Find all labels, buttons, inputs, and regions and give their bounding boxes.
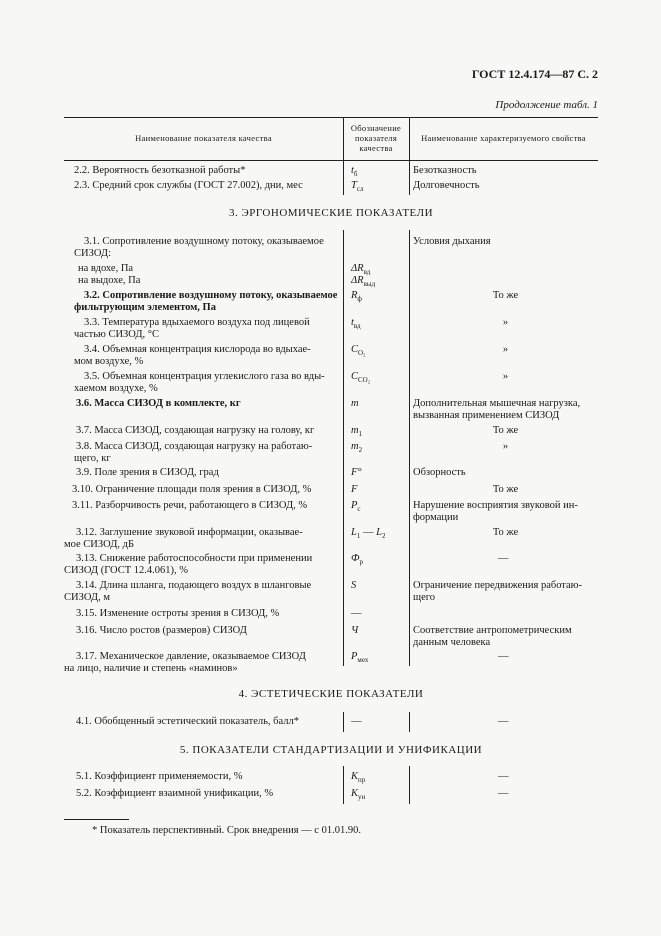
row-name: 2.2. Вероятность безотказной работы* bbox=[74, 165, 246, 176]
col-divider-3a bbox=[343, 230, 344, 666]
row-property: » bbox=[502, 371, 509, 382]
row-symbol: $C_{O_2}$ bbox=[351, 344, 366, 358]
table-top-rule bbox=[64, 117, 598, 118]
row-name-cont: фильтрующим элементом, Па bbox=[74, 302, 216, 313]
row-property: Безотказность bbox=[413, 165, 477, 176]
row-name-cont: СИЗОД (ГОСТ 12.4.061), % bbox=[64, 565, 188, 576]
row-property-line-2: щего bbox=[413, 592, 436, 603]
row-symbol: $m_2$ bbox=[351, 441, 363, 455]
row-symbol: $L_1$ — $L_2$ bbox=[351, 527, 386, 541]
row-name-cont: хаемом воздухе, % bbox=[74, 383, 158, 394]
row-name: 3.10. Ограничение площади поля зрения в СИЗОД, % bbox=[72, 484, 312, 495]
row-property: » bbox=[502, 441, 509, 452]
row-property: — bbox=[498, 771, 509, 782]
row-symbol: $K_{ун}$ bbox=[351, 788, 366, 802]
row-name: 3.3. Температура вдыхаемого воздуха под лицевой bbox=[84, 317, 310, 328]
row-symbol: — bbox=[351, 716, 362, 727]
row-name: 5.2. Коэффициент взаимной унификации, % bbox=[76, 788, 274, 799]
row-name: 3.6. Масса СИЗОД в комплекте, кг bbox=[76, 398, 241, 409]
row-name: 3.14. Длина шланга, подающего воздух в шланговые bbox=[76, 580, 312, 591]
row-symbol: m bbox=[351, 398, 359, 409]
row-property bbox=[413, 580, 598, 604]
row-name-cont: СИЗОД: bbox=[74, 248, 111, 259]
row-property: — bbox=[498, 788, 509, 799]
row-name: 3.12. Заглушение звуковой информации, оказывае- bbox=[76, 527, 303, 538]
row-symbol: $R_ф$ bbox=[351, 290, 362, 304]
row-symbol: F bbox=[351, 484, 358, 495]
col-header-property: Наименование характеризуемого свойства bbox=[421, 133, 586, 143]
row-property: Условия дыхания bbox=[413, 236, 491, 247]
row-name-cont: щего, кг bbox=[74, 453, 111, 464]
row-name: на вдохе, Па bbox=[78, 263, 134, 274]
col-header-designation-l3: качества bbox=[359, 143, 393, 153]
row-name: 2.3. Средний срок службы (ГОСТ 27.002), дни, мес bbox=[74, 180, 303, 191]
row-name-cont: мое СИЗОД, дБ bbox=[64, 539, 134, 550]
row-symbol: S bbox=[351, 580, 357, 591]
row-property: — bbox=[498, 716, 509, 727]
footnote: * Показатель перспективный. Срок внедрения — с 01.01.90. bbox=[92, 825, 361, 836]
row-property: То же bbox=[492, 484, 519, 495]
row-name: 3.17. Механическое давление, оказываемое СИЗОД bbox=[76, 651, 306, 662]
row-name: на выдохе, Па bbox=[78, 275, 141, 286]
row-name: 5.1. Коэффициент применяемости, % bbox=[76, 771, 243, 782]
row-symbol: $K_{пр}$ bbox=[351, 771, 366, 785]
col-header-designation bbox=[343, 123, 409, 153]
row-name-cont: частью СИЗОД, °С bbox=[74, 329, 159, 340]
row-name-cont: СИЗОД, м bbox=[64, 592, 110, 603]
col-divider-top-a bbox=[343, 160, 344, 195]
section-title-5: 5. ПОКАЗАТЕЛИ СТАНДАРТИЗАЦИИ И УНИФИКАЦИИ bbox=[179, 744, 483, 756]
row-symbol: Ч bbox=[351, 625, 359, 636]
row-symbol: $t_б$ bbox=[351, 165, 358, 179]
row-property-line-2: данным человека bbox=[413, 637, 491, 648]
row-symbol: — bbox=[351, 608, 362, 619]
table-continuation: Продолжение табл. 1 bbox=[495, 99, 598, 111]
footnote-rule bbox=[64, 819, 129, 820]
row-property: Обзорность bbox=[413, 467, 466, 478]
row-name: 3.8. Масса СИЗОД, создающая нагрузку на работаю- bbox=[76, 441, 313, 452]
row-name: 3.13. Снижение работоспособности при применении bbox=[76, 553, 313, 564]
row-symbol: $T_{сл}$ bbox=[351, 180, 364, 194]
row-name-cont: мом воздухе, % bbox=[74, 356, 144, 367]
row-name: 3.4. Объемная концентрация кислорода во вдыхае- bbox=[84, 344, 311, 355]
row-property: Долговечность bbox=[413, 180, 480, 191]
row-property: То же bbox=[492, 527, 519, 538]
row-property bbox=[413, 500, 598, 524]
row-name: 3.7. Масса СИЗОД, создающая нагрузку на голову, кг bbox=[76, 425, 315, 436]
row-symbol: $\Delta R_{выд}$ bbox=[351, 275, 376, 289]
row-symbol: $\Delta R_{вд}$ bbox=[351, 263, 371, 277]
row-name: 3.2. Сопротивление воздушному потоку, оказываемое bbox=[84, 290, 338, 301]
row-name: 3.9. Поле зрения в СИЗОД, град bbox=[76, 467, 219, 478]
row-symbol: $P_c$ bbox=[351, 500, 361, 514]
row-name: 3.5. Объемная концентрация углекислого газа во вды- bbox=[84, 371, 325, 382]
row-symbol: $m_1$ bbox=[351, 425, 363, 439]
section-title-4: 4. ЭСТЕТИЧЕСКИЕ ПОКАЗАТЕЛИ bbox=[238, 688, 424, 700]
row-symbol: $C_{CO_2}$ bbox=[351, 371, 371, 385]
row-property-line-1: Дополнительная мышечная нагрузка, bbox=[413, 398, 581, 409]
row-property: » bbox=[502, 317, 509, 328]
row-name: 3.16. Число ростов (размеров) СИЗОД bbox=[76, 625, 247, 636]
row-symbol: $Ф_р$ bbox=[351, 553, 363, 567]
table-header-rule bbox=[64, 160, 598, 161]
row-name: 3.1. Сопротивление воздушному потоку, оказываемое bbox=[84, 236, 324, 247]
row-property-line-1: Соответствие антропометрическим bbox=[413, 625, 572, 636]
row-property-line-1: Ограничение передвижения работаю- bbox=[413, 580, 583, 591]
row-property: — bbox=[498, 553, 509, 564]
row-name: 3.11. Разборчивость речи, работающего в СИЗОД, % bbox=[72, 500, 308, 511]
col-header-designation-l2: показателя bbox=[354, 133, 398, 143]
row-property bbox=[413, 625, 598, 649]
section-title-3: 3. ЭРГОНОМИЧЕСКИЕ ПОКАЗАТЕЛИ bbox=[228, 207, 434, 219]
row-name: 4.1. Обобщенный эстетический показатель, балл* bbox=[76, 716, 299, 727]
row-symbol: $P_{мех}$ bbox=[351, 651, 369, 665]
page-header: ГОСТ 12.4.174—87 С. 2 bbox=[471, 67, 598, 81]
row-symbol: F° bbox=[351, 467, 362, 478]
row-property: » bbox=[502, 344, 509, 355]
row-property: То же bbox=[492, 425, 519, 436]
row-property: То же bbox=[492, 290, 519, 301]
row-name-cont: на лицо, наличие и степень «наминов» bbox=[64, 663, 238, 674]
row-property bbox=[413, 398, 598, 422]
row-property: — bbox=[498, 651, 509, 662]
row-symbol: $t_{вд}$ bbox=[351, 317, 361, 331]
col-header-designation-l1: Обозначение bbox=[350, 123, 402, 133]
row-name: 3.15. Изменение остроты зрения в СИЗОД, % bbox=[76, 608, 280, 619]
row-property-line-2: вызванная применением СИЗОД bbox=[413, 410, 560, 421]
row-property-line-1: Нарушение восприятия звуковой ин- bbox=[413, 500, 578, 511]
row-property-line-2: формации bbox=[413, 512, 459, 523]
col-header-name: Наименование показателя качества bbox=[135, 133, 272, 143]
